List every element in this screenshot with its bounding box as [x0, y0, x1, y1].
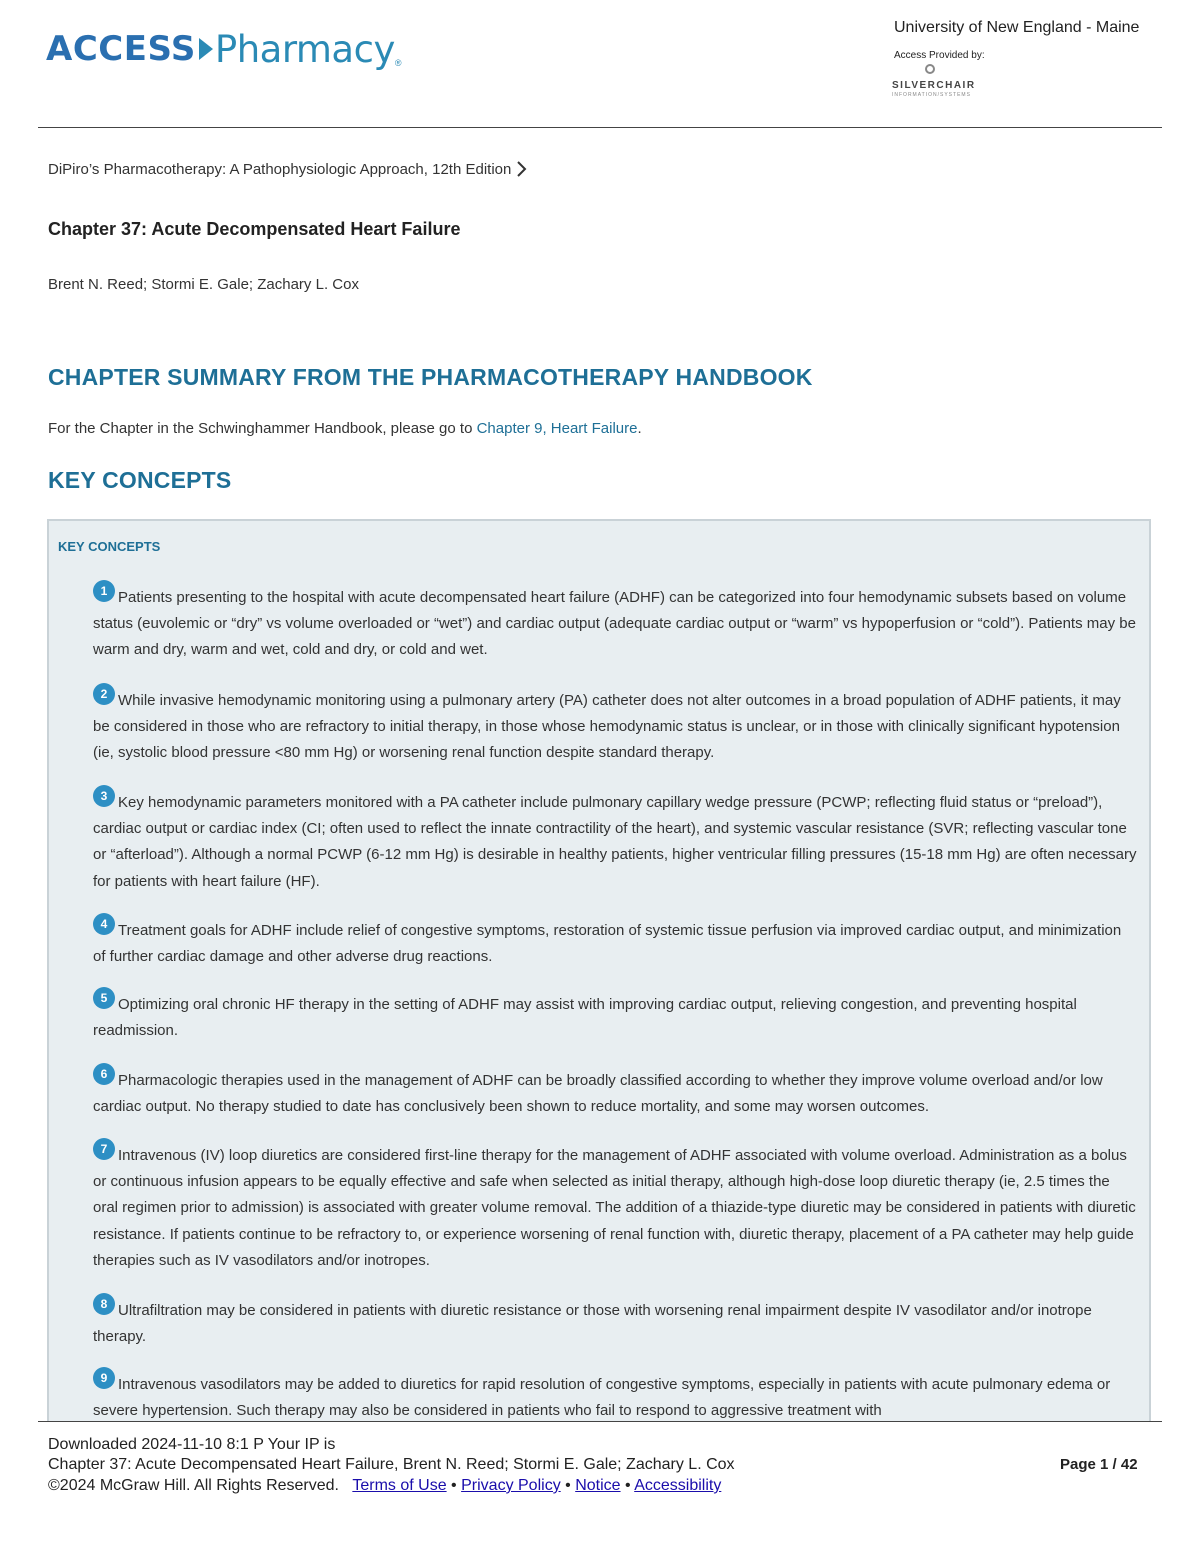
header-divider: [38, 127, 1162, 128]
chapter-authors: Brent N. Reed; Stormi E. Gale; Zachary L. Cox: [48, 276, 359, 293]
logo-pharmacy-text: Pharmacy: [214, 27, 395, 71]
concept-number-icon: 2: [93, 683, 115, 705]
accessibility-link[interactable]: Accessibility: [634, 1477, 722, 1494]
key-concept-text: Pharmacologic therapies used in the management of ADHF can be broadly classified according to whether they improve volume overload and/or low cardiac output. No therapy studied to date has conclusively been shown to reduce mortality, and some may worsen outcomes.: [93, 1072, 1103, 1116]
access-provided-label: Access Provided by:: [894, 50, 985, 61]
summary-text-before: For the Chapter in the Schwinghammer Handbook, please go to: [48, 420, 477, 437]
key-concept-text: While invasive hemodynamic monitoring using a pulmonary artery (PA) catheter does not alter outcomes in a broad population of ADHF patients, it may be considered in those who are refractory to initial therapy, in those whose hemodynamic status is unclear, or in those with clinically significant hypotension (ie, systolic blood pressure <80 mm Hg) or worsening renal function despite standard therapy.: [93, 692, 1121, 762]
key-concept-item: [93, 1138, 1137, 1274]
footer-copyright-links: [48, 1477, 721, 1495]
key-concept-item: [93, 785, 1137, 895]
key-concept-text: Optimizing oral chronic HF therapy in the setting of ADHF may assist with improving cardiac output, relieving congestion, and preventing hospital readmission.: [93, 996, 1077, 1040]
footer-copyright: ©2024 McGraw Hill. All Rights Reserved.: [48, 1477, 339, 1494]
terms-of-use-link[interactable]: Terms of Use: [352, 1477, 447, 1494]
key-concept-item: [93, 1367, 1137, 1424]
logo-registered-mark: ®: [394, 58, 402, 68]
footer-separator: •: [565, 1477, 571, 1494]
concept-number-icon: 3: [93, 785, 115, 807]
key-concepts-heading: KEY CONCEPTS: [48, 467, 232, 493]
key-concept-text: Treatment goals for ADHF include relief of congestive symptoms, restoration of systemic tissue perfusion via improved cardiac output, and minimization of further cardiac damage and other adverse drug reactions.: [93, 922, 1122, 966]
provider-name: SILVERCHAIR: [892, 80, 976, 91]
key-concept-text: Intravenous (IV) loop diuretics are considered first-line therapy for the management of ADHF associated with volume overload. Administration as a bolus or continuous infusion appears to be equally effective and safe when selected as initial therapy, although high-dose loop diuretic therapy (ie, 2.5 times the oral regimen prior to admission) is associated with greater volume removal. The addition of a thiazide-type diuretic may be considered in patients with diuretic resistance. If patients continue to be refractory to, or experience worsening of renal function with, diuretic therapy, placement of a PA catheter may help guide therapies such as IV vasodilators and/or inotropes.: [93, 1147, 1136, 1269]
privacy-policy-link[interactable]: Privacy Policy: [461, 1477, 561, 1494]
summary-text-after: .: [637, 420, 642, 437]
key-concept-item: [93, 1293, 1137, 1350]
concept-number-icon: 7: [93, 1138, 115, 1160]
key-concepts-box-title: KEY CONCEPTS: [58, 539, 161, 554]
page-number: Page 1 / 42: [1060, 1456, 1138, 1473]
key-concept-text: Intravenous vasodilators may be added to diuretics for rapid resolution of congestive symptoms, especially in patients with acute pulmonary edema or severe hypertension. Such therapy may also be considered in patients who fail to respond to aggressive treatment with: [93, 1376, 1111, 1420]
chapter-title: Chapter 37: Acute Decompensated Heart Failure: [48, 219, 461, 239]
key-concept-text: Patients presenting to the hospital with acute decompensated heart failure (ADHF) can be categorized into four hemodynamic subsets based on volume status (euvolemic or “dry” vs volume overloaded or “wet”) and cardiac output (adequate cardiac output or “warm” vs hypoperfusion or “cold”). Patients may be warm and dry, warm and wet, cold and dry, or cold and wet.: [93, 589, 1136, 659]
key-concept-item: [93, 683, 1137, 767]
summary-text: [48, 420, 642, 437]
concept-number-icon: 5: [93, 987, 115, 1009]
footer-divider: [38, 1421, 1162, 1422]
chapter-summary-heading: CHAPTER SUMMARY FROM THE PHARMACOTHERAPY HANDBOOK: [48, 364, 813, 390]
logo-arrow-icon: [199, 38, 213, 60]
handbook-chapter-link[interactable]: Chapter 9, Heart Failure: [476, 420, 638, 437]
breadcrumb-book-title[interactable]: DiPiro’s Pharmacotherapy: A Pathophysiologic Approach, 12th Edition: [48, 160, 512, 178]
concept-number-icon: 9: [93, 1367, 115, 1389]
concept-number-icon: 8: [93, 1293, 115, 1315]
concept-number-icon: 6: [93, 1063, 115, 1085]
footer-downloaded: Downloaded 2024-11-10 8:1 P Your IP is: [48, 1436, 336, 1453]
concept-number-icon: 1: [93, 580, 115, 602]
footer-separator: •: [625, 1477, 631, 1494]
notice-link[interactable]: Notice: [575, 1477, 621, 1494]
breadcrumb[interactable]: [48, 160, 528, 178]
concept-number-icon: 4: [93, 913, 115, 935]
footer-citation: Chapter 37: Acute Decompensated Heart Failure, Brent N. Reed; Stormi E. Gale; Zachary L. Cox: [48, 1456, 735, 1473]
key-concept-text: Key hemodynamic parameters monitored with a PA catheter include pulmonary capillary wedge pressure (PCWP; reflecting fluid status or “preload”), cardiac output or cardiac index (CI; often used to reflect the innate contractility of the heart), and systemic vascular resistance (SVR; reflecting vascular tone or “afterload”). Although a normal PCWP (6-12 mm Hg) is desirable in healthy patients, higher ventricular filling pressures (15-18 mm Hg) are often necessary for patients with heart failure (HF).: [93, 794, 1137, 890]
key-concept-text: Ultrafiltration may be considered in patients with diuretic resistance or those with worsening renal impairment despite IV vasodilator and/or inotrope therapy.: [93, 1302, 1092, 1346]
provider-subtitle: INFORMATION/SYSTEMS: [892, 92, 971, 98]
logo-access-text: ACCESS: [46, 29, 196, 69]
accesspharmacy-logo[interactable]: [46, 18, 401, 80]
institution-name: University of New England - Maine: [894, 19, 1140, 36]
footer-separator: •: [451, 1477, 457, 1494]
key-concept-item: [93, 580, 1137, 664]
silverchair-logo-icon: [925, 64, 935, 74]
key-concept-item: [93, 987, 1137, 1044]
key-concept-item: [93, 1063, 1137, 1120]
key-concept-item: [93, 913, 1137, 970]
chevron-right-icon[interactable]: [516, 160, 528, 178]
